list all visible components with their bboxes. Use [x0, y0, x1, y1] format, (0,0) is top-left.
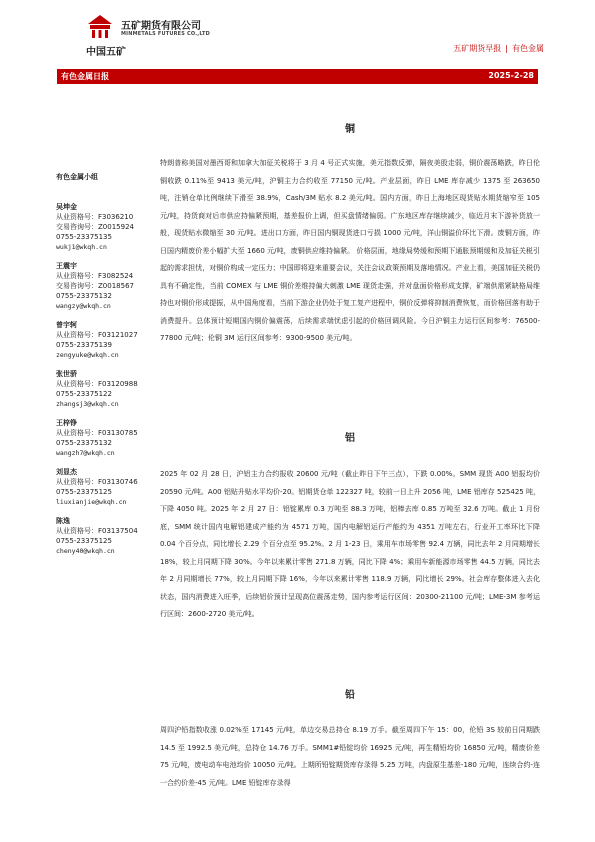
analyst-info: 0755-23375125: [56, 488, 112, 496]
analyst-email: liuxianjie@wkqh.cn: [56, 498, 127, 506]
header-report-label: [453, 43, 544, 54]
section-body-copper: [160, 155, 540, 348]
analyst-info: 从业资格号：F03120988: [56, 380, 138, 388]
analyst-info: 从业资格号：F3082524: [56, 272, 134, 280]
analyst-email: cheny40@wkqh.cn: [56, 547, 115, 555]
team-name: 有色金属小组: [56, 173, 98, 181]
analyst-card: [56, 516, 152, 556]
analyst-info: 0755-23375139: [56, 341, 112, 349]
analyst-card: [56, 320, 152, 360]
analyst-name: 吴坤金: [56, 203, 77, 211]
analyst-info: 0755-23375125: [56, 537, 112, 545]
analyst-email: wangzh7@wkqh.cn: [56, 449, 115, 457]
copper-paragraph: 特朗普称美国对墨西哥和加拿大加征关税将于 3 月 4 号正式实施，美元指数反弹，隔夜美股走弱，铜价震荡略跌，昨日伦铜收跌 0.11%至 9413 美元/吨，沪铜主力合约收至 77150 元/吨。产业层面，昨日 LME 库存减少 1375 至 263650 吨，注销仓单比例继续下滑至 38.9%，Cash/3M 贴水 8.2 美元/吨。国内方面，昨日上海地区现货贴水期货缩窄至 105 元/吨，持货商对后市供应持偏紧预期，基差报价上调，但买盘情绪偏弱。广东地区库存继续减少，临近月末下游补货放一般，现货贴水微缩至 30 元/吨。进出口方面，昨日国内铜现货进口亏损 1000 元/吨，洋山铜溢价环比下滑。废铜方面，昨日国内精废价差小幅扩大至 1660 元/吨，废铜供应维持偏紧。 价格层面，地缘局势缓和预期下通胀预期缓和及加征关税引起的需求担忧，对铜价构成一定压力；中国即将迎来重要会议，关注会议政策预期及落地情况。产业上看，美国加征关税仍具有不确定性，当前 COMEX 与 LME 铜价差维持偏大刺激 LME 现货走强，并对盘面价格形成支撑，矿端供需紧缺格局维持也对铜价形成提振，从中国角度看，当前下游企业仍处于复工复产进程中，铜价反弹将抑制消费恢复，而价格回落有助于消费提升。总体预计短期国内铜价偏震荡，后续需求端忧虑引起的价格回调风险。今日沪铜主力运行区间参考：76500-77800 元/吨；伦铜 3M 运行区间参考：9300-9500 美元/吨。: [160, 159, 540, 342]
report-series: 五矿期货早报: [453, 44, 502, 53]
analyst-name: 曾宇轲: [56, 321, 77, 329]
report-banner: [57, 69, 538, 84]
analyst-name: 王震宇: [56, 262, 77, 270]
analyst-card: [56, 467, 152, 507]
analyst-sidebar: [56, 172, 152, 565]
analyst-card: [56, 202, 152, 252]
analyst-email: zhangsj3@wkqh.cn: [56, 400, 119, 408]
aluminum-paragraph: 2025 年 02 月 28 日，沪铝主力合约报收 20600 元/吨（截止昨日下午三点），下跌 0.00%。SMM 现货 A00 铝报均价 20590 元/吨。A00 铝贴升贴水平均价-20。铝期货仓单 122327 吨，较前一日上升 2056 吨，LME 铝库存 525425 吨，下降 4050 吨。2025 年 2 月 27 日：铝锭累库 0.3 万吨至 88.3 万吨，铝棒去库 0.85 万吨至 32.6 万吨。截止 1 月份底，SMM 统计国内电解铝建成产能约为 4571 万吨，国内电解铝运行产能约为 4351 万吨左右，行业开工率环比下降 0.04 个百分点，同比增长 2.29 个百分点至 95.2%。2 月 1-23 日，乘用车市场零售 92.4 万辆，同比去年 2 月同期增长 18%，较上月同期下降 30%。今年以来累计零售 271.8 万辆，同比下降 4%；乘用车新能源市场零售 44.5 万辆，同比去年 2 月同期增长 77%，较上月同期下降 16%，今年以来累计零售 118.9 万辆，同比增长 29%。社会库存整体进入去化状态，国内消费进入旺季，后续铝价预计呈现高位震荡走势，国内参考运行区间：20300-21100 元/吨；LME-3M 参考运行区间：2600-2720 美元/吨。: [160, 470, 540, 618]
analyst-card: [56, 369, 152, 409]
section-body-aluminum: [160, 466, 540, 624]
analyst-email: zengyuke@wkqh.cn: [56, 351, 119, 359]
analyst-name: 陈逸: [56, 517, 70, 525]
report-category: 有色金属: [512, 44, 544, 53]
analyst-info: 0755-23375122: [56, 390, 112, 398]
section-body-lead: [160, 722, 540, 842]
analyst-info: 从业资格号：F03130746: [56, 478, 138, 486]
analyst-info: 交易咨询号：Z0018567: [56, 282, 134, 290]
analyst-name: 王梓铮: [56, 419, 77, 427]
section-title-copper: 铜: [345, 124, 355, 135]
analyst-info: 从业资格号：F03137504: [56, 527, 138, 535]
analyst-email: wukj1@wkqh.cn: [56, 243, 107, 251]
analyst-info: 从业资格号：F3036210: [56, 213, 134, 221]
analyst-name: 张世骄: [56, 370, 77, 378]
report-date: 2025-2-28: [488, 71, 534, 80]
analyst-info: 从业资格号：F03121027: [56, 331, 138, 339]
china-minmetals-logo-icon: [87, 14, 113, 40]
analyst-email: wangzy@wkqh.cn: [56, 302, 111, 310]
analyst-info: 0755-23375132: [56, 439, 112, 447]
analyst-card: [56, 261, 152, 311]
report-title: 有色金属日报: [61, 72, 109, 81]
analyst-info: 交易咨询号：Z0015924: [56, 223, 134, 231]
analyst-card: [56, 418, 152, 458]
china-minmetals-wordmark: 中国五矿: [86, 47, 126, 58]
analyst-name: 刘显杰: [56, 468, 77, 476]
analyst-info: 0755-23375135: [56, 233, 112, 241]
company-name-cn: 五矿期货有限公司: [121, 21, 201, 32]
company-name-en: MINMETALS FUTURES CO.,LTD: [121, 31, 210, 37]
section-title-aluminum: 铝: [345, 433, 355, 444]
header-divider: |: [505, 44, 508, 53]
analyst-info: 0755-23375132: [56, 292, 112, 300]
analyst-info: 从业资格号：F03130785: [56, 429, 138, 437]
section-title-lead: 铅: [345, 690, 355, 701]
lead-paragraph: 周四沪铅指数收涨 0.02%至 17145 元/吨，单边交易总持仓 8.19 万手。截至周四下午 15：00，伦铅 3S 较前日同期跌 14.5 至 1992.5 美元/吨，总持仓 14.76 万手。SMM1#铅锭均价 16925 元/吨，再生精铅均价 16850 元/吨，精废价差 75 元/吨，废电动车电池均价 10050 元/吨。上期所铅锭期货库存录得 5.25 万吨，内盘原生基差-180 元/吨，连续合约-连一合约价差-45 元/吨。LME 铅锭库存录得: [160, 726, 540, 787]
